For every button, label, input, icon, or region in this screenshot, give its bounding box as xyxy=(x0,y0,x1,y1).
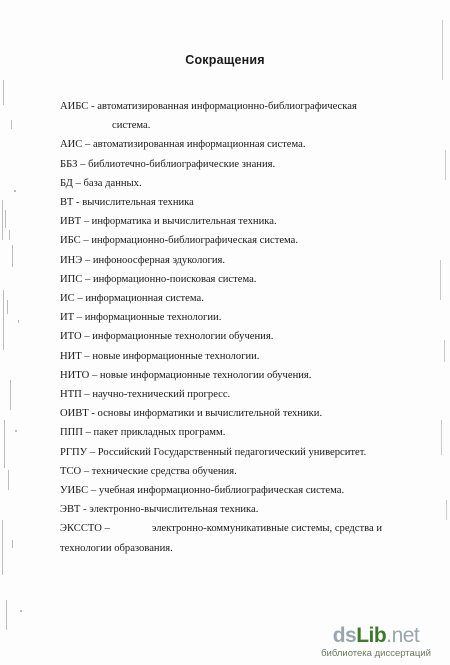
definition: автоматизированная информационно-библиографическая xyxy=(97,101,357,112)
list-item: ЭКССТО – электронно-коммуникативные системы, средства и технологии образования. xyxy=(60,519,390,557)
definition: научно-технический прогресс. xyxy=(92,389,231,401)
definition: информационно-библиографическая система. xyxy=(91,235,299,247)
definition: вычислительная техника xyxy=(82,197,194,209)
list-item: ИПС – информационно-поисковая система. xyxy=(60,273,257,285)
definition: пакет прикладных программ. xyxy=(93,427,226,439)
watermark-subtitle: библиотека диссертаций xyxy=(321,648,431,659)
site-watermark xyxy=(316,625,436,659)
abbreviation: ЭКССТО xyxy=(60,523,102,535)
list-item: ББЗ – библиотечно-библиографические знания. xyxy=(60,158,276,170)
abbreviation: ИС xyxy=(60,293,75,305)
list-item: НИТО – новые информационные технологии обучения. xyxy=(60,369,312,381)
abbreviation: ИТО xyxy=(60,331,82,343)
abbreviation: НТП xyxy=(60,389,82,401)
scan-edge-left xyxy=(0,0,34,665)
abbreviation: ОИВТ xyxy=(60,408,89,420)
definition: информационные технологии. xyxy=(84,312,222,324)
list-item: ОИВТ - основы информатики и вычислительной техники. xyxy=(60,408,323,420)
abbreviation: ББЗ xyxy=(60,158,78,170)
definition: библиотечно-библиографические знания. xyxy=(88,158,276,170)
abbreviation: ТСО xyxy=(60,465,82,477)
definition: база данных. xyxy=(83,177,142,189)
abbreviation: РГПУ xyxy=(60,446,88,458)
abbreviation: ИТ xyxy=(60,312,75,324)
abbreviation: ИБС xyxy=(60,235,81,247)
list-item: НИТ – новые информационные технологии. xyxy=(60,350,260,362)
definition: новые информационные технологии обучения. xyxy=(99,369,312,381)
definition: Российский Государственный педагогический университет. xyxy=(97,446,367,458)
definition: автоматизированная информационная система. xyxy=(92,139,306,151)
definition-continued: технологии образования. xyxy=(60,542,173,554)
abbreviation: АИБС xyxy=(60,101,89,112)
definition: электронно-коммуникативные системы, средства и xyxy=(151,523,382,535)
abbreviation: ИПС xyxy=(60,273,83,285)
definition: электронно-вычислительная техника. xyxy=(89,504,259,516)
list-item: ИВТ – информатика и вычислительная техника. xyxy=(60,216,277,228)
definition: информационная система. xyxy=(85,293,204,305)
definition: учебная информационно-библиографическая система. xyxy=(98,485,345,497)
list-item: ИНЭ – инфоноосферная эдукология. xyxy=(60,254,226,266)
definition: новые информационные технологии. xyxy=(92,350,260,362)
abbreviation: БД xyxy=(60,177,73,189)
abbreviation: НИТО xyxy=(60,369,90,381)
definition: информатика и вычислительная техника. xyxy=(91,216,277,228)
definition: основы информатики и вычислительной техники. xyxy=(97,408,323,420)
list-item: АИБС - автоматизированная информационно-библиографическая система. xyxy=(60,97,390,135)
list-item: ИС – информационная система. xyxy=(60,293,204,305)
abbreviation: ВТ xyxy=(60,197,74,209)
abbreviation: ИВТ xyxy=(60,216,82,228)
list-item: ИБС – информационно-библиографическая система. xyxy=(60,235,299,247)
definition: информационные технологии обучения. xyxy=(92,331,274,343)
list-item: НТП – научно-технический прогресс. xyxy=(60,389,231,401)
list-item: ИТ – информационные технологии. xyxy=(60,312,222,324)
dslib-logo: dsLib.net xyxy=(332,624,420,647)
definition: инфоноосферная эдукология. xyxy=(92,254,226,266)
page-title: Сокращения xyxy=(185,53,265,67)
list-item: ВТ - вычислительная техника xyxy=(60,197,194,209)
list-item: ТСО – технические средства обучения. xyxy=(60,465,237,477)
list-item: АИС – автоматизированная информационная система. xyxy=(60,139,306,151)
abbreviation: АИС xyxy=(60,139,83,151)
definition: информационно-поисковая система. xyxy=(92,273,257,285)
abbreviation: ИНЭ xyxy=(60,254,83,266)
list-item: РГПУ – Российский Государственный педагогический университет. xyxy=(60,446,367,458)
scan-edge-right xyxy=(428,0,450,665)
list-item: ЭВТ - электронно-вычислительная техника. xyxy=(60,504,259,516)
list-item: ИТО – информационные технологии обучения. xyxy=(60,331,274,343)
definition-continued: система. xyxy=(112,120,151,132)
list-item: ППП – пакет прикладных программ. xyxy=(60,427,226,439)
abbreviation: УИБС xyxy=(60,485,89,497)
abbreviation: ППП xyxy=(60,427,83,439)
list-item: БД – база данных. xyxy=(60,177,142,189)
abbreviation-list xyxy=(60,97,390,558)
abbreviation: НИТ xyxy=(60,350,82,362)
abbreviation: ЭВТ xyxy=(60,504,81,516)
list-item: УИБС – учебная информационно-библиографическая система. xyxy=(60,485,345,497)
definition: технические средства обучения. xyxy=(91,465,237,477)
